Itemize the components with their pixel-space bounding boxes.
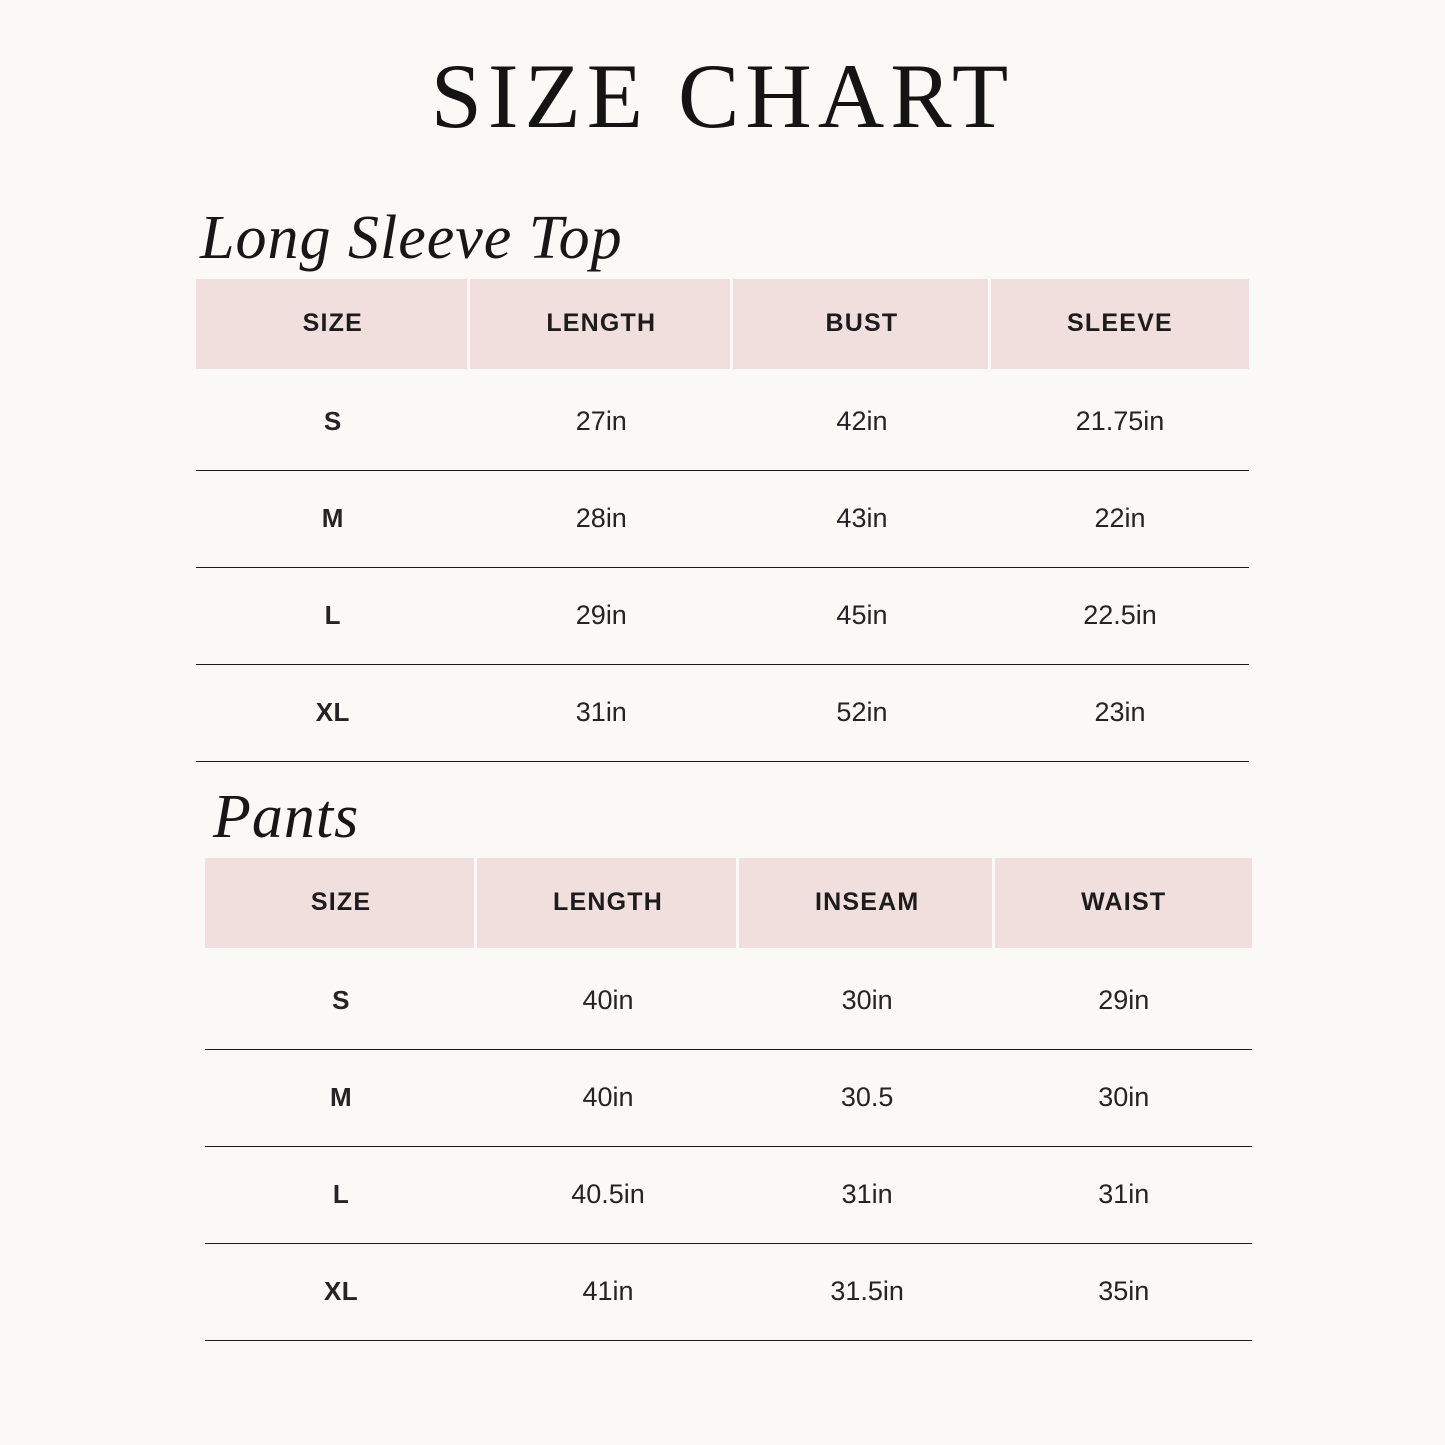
cell-bust: 42in [733,369,991,471]
table-body [205,948,1252,1341]
section-title: Pants [213,782,360,851]
cell-waist: 35in [995,1243,1252,1340]
table-header-row [196,279,1249,369]
cell-length: 41in [477,1243,739,1340]
cell-size: XL [196,664,470,761]
cell-size: S [205,948,477,1050]
table-row [205,948,1252,1050]
cell-length: 27in [470,369,733,471]
cell-size: L [205,1146,477,1243]
cell-sleeve: 22.5in [991,567,1249,664]
cell-length: 40.5in [477,1146,739,1243]
section-pants [0,762,1445,1341]
table-row [205,1146,1252,1243]
section-title: Long Sleeve Top [200,203,623,272]
column-header-bust: BUST [733,279,991,369]
cell-bust: 52in [733,664,991,761]
cell-length: 28in [470,470,733,567]
table-row [196,470,1249,567]
cell-length: 29in [470,567,733,664]
cell-bust: 45in [733,567,991,664]
cell-size: S [196,369,470,471]
table-row [196,664,1249,761]
table-header-row [205,858,1252,948]
cell-inseam: 31in [739,1146,996,1243]
cell-inseam: 30.5 [739,1049,996,1146]
table-row [196,369,1249,471]
cell-size: XL [205,1243,477,1340]
cell-sleeve: 21.75in [991,369,1249,471]
table-header [205,858,1252,948]
column-header-length: LENGTH [477,858,739,948]
cell-inseam: 31.5in [739,1243,996,1340]
table-row [196,567,1249,664]
cell-sleeve: 22in [991,470,1249,567]
column-header-size: SIZE [205,858,477,948]
cell-waist: 30in [995,1049,1252,1146]
cell-length: 40in [477,1049,739,1146]
column-header-size: SIZE [196,279,470,369]
table-row [205,1049,1252,1146]
size-table-long-sleeve-top [196,279,1249,762]
cell-sleeve: 23in [991,664,1249,761]
cell-length: 31in [470,664,733,761]
cell-size: M [196,470,470,567]
table-body [196,369,1249,762]
cell-size: M [205,1049,477,1146]
cell-length: 40in [477,948,739,1050]
cell-inseam: 30in [739,948,996,1050]
table-row [205,1243,1252,1340]
column-header-inseam: INSEAM [739,858,996,948]
cell-waist: 29in [995,948,1252,1050]
column-header-sleeve: SLEEVE [991,279,1249,369]
table-header [196,279,1249,369]
column-header-waist: WAIST [995,858,1252,948]
page-title: SIZE CHART [430,45,1015,147]
size-table-pants [205,858,1252,1341]
cell-bust: 43in [733,470,991,567]
section-long-sleeve-top [0,145,1445,762]
column-header-length: LENGTH [470,279,733,369]
cell-size: L [196,567,470,664]
cell-waist: 31in [995,1146,1252,1243]
